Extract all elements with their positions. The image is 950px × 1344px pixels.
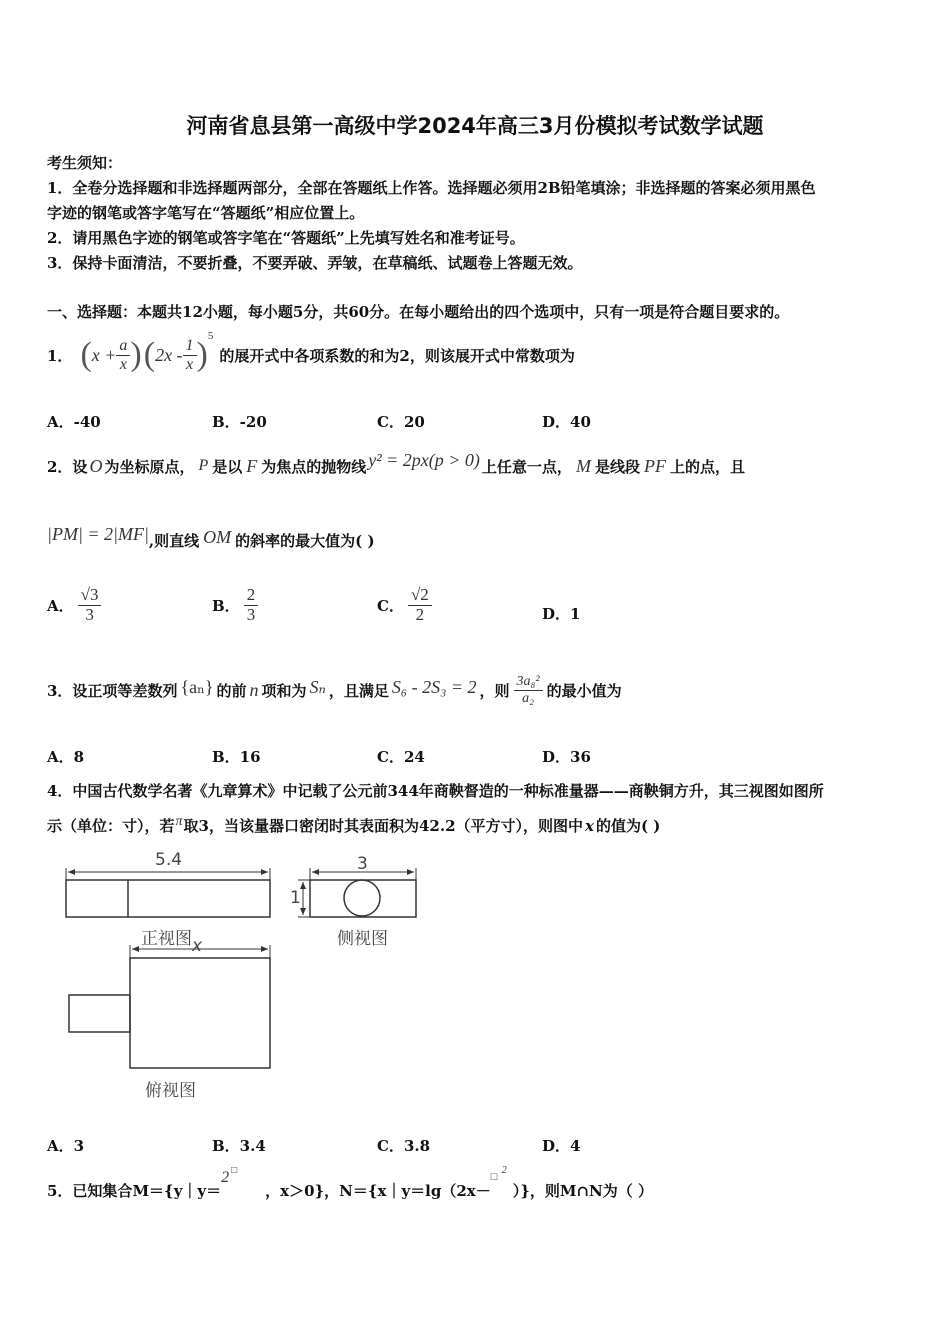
q2-option-c-den: 2 [415, 604, 425, 624]
side-height-arrow-bottom [300, 908, 306, 915]
q1-frac2-den: x [185, 355, 194, 373]
q2-var-o: O [89, 455, 103, 476]
q4-text-3: 的值为( ) [595, 817, 661, 835]
q4-option-a: A．3 [47, 1137, 85, 1155]
q2-option-a-num: √3 [78, 586, 102, 606]
q2-option-b-label: B． [212, 596, 240, 615]
q4-option-b: B．3.4 [212, 1137, 266, 1155]
front-view-label: 正视图 [141, 929, 192, 949]
q3-option-d: D．36 [542, 748, 591, 766]
notice-line-1a: 1．全卷分选择题和非选择题两部分，全部在答题纸上作答。选择题必须用2B铅笔填涂；非选择题的答案必须用黑色 [47, 179, 816, 197]
q1-frac2-num: 1 [183, 337, 197, 356]
q2-condition: |PM| = 2|MF| [47, 523, 149, 544]
q4-text-1: 示（单位：寸），若 [47, 817, 175, 835]
q1-paren-open: ( [80, 336, 92, 373]
top-view-dimension: x [192, 936, 203, 956]
q2-parabola-eq: y² = 2px(p > 0) [368, 449, 480, 470]
q2-var-om: OM [203, 526, 232, 547]
q2-prefix: 2．设 [47, 457, 88, 476]
q4-line-1: 4．中国古代数学名著《九章算术》中记载了公元前344年商鞅督造的一种标准量器——商鞅铜方升，其三视图如图所 [47, 782, 824, 800]
q1-frac1-num: a [116, 337, 130, 356]
top-dim-arrow-right [261, 946, 268, 952]
q5-exponent-2: 2 [501, 1165, 507, 1176]
q3-text-4: ，则 [479, 681, 510, 700]
q3-option-c: C．24 [377, 748, 425, 766]
q2-var-m: M [575, 455, 591, 476]
top-view-handle [69, 995, 130, 1032]
q3-frac-den: a₂ [522, 690, 534, 706]
notice-line-2: 2．请用黑色字迹的钢笔或答字笔在“答题纸”上先填写姓名和准考证号。 [47, 229, 525, 247]
q2-text-8: 的斜率的最大值为( ) [235, 531, 375, 550]
q2-option-d: D．1 [542, 605, 581, 623]
side-view-rect [310, 880, 416, 917]
q2-var-f: F [246, 455, 258, 476]
q1-term-1: x + [91, 344, 117, 365]
q3-option-a: A．8 [47, 748, 85, 766]
q5-placeholder-box-2: □ [490, 1171, 498, 1183]
q2-option-a-den: 3 [85, 604, 94, 624]
q3-sequence: {aₙ} [180, 676, 214, 697]
top-view-rect [130, 958, 270, 1068]
q1-option-b: B．-20 [212, 413, 267, 431]
q2-text-7: ,则直线 [148, 531, 200, 550]
q5-text-3: ）}，则M∩N为（ ） [512, 1181, 653, 1200]
top-view-label: 俯视图 [145, 1081, 196, 1101]
q3-text-2: 项和为 [261, 681, 307, 700]
q1-term-2: 2x - [155, 344, 183, 365]
q2-text-5: 是线段 [594, 457, 640, 476]
q4-text-2: 取3，当该量器口密闭时其表面积为42.2（平方寸），则图中 [183, 817, 584, 835]
notice-line-1b: 字迹的钢笔或答字笔写在“答题纸”相应位置上。 [47, 204, 365, 222]
q4-option-c: C．3.8 [377, 1137, 431, 1155]
q3-var-n: n [249, 679, 259, 700]
section-heading: 一、选择题：本题共12小题，每小题5分，共60分。在每小题给出的四个选项中，只有一项是符合题目要求的。 [47, 303, 790, 321]
notice-line-3: 3．保持卡面清洁，不要折叠，不要弄破、弄皱，在草稿纸、试题卷上答题无效。 [47, 254, 583, 272]
front-view-dimension: 5.4 [155, 850, 183, 870]
front-dim-arrow-right [261, 869, 268, 875]
q3-text-5: 的最小值为 [546, 681, 622, 700]
q3-equation: S₆ - 2S₃ = 2 [391, 676, 477, 697]
q3-option-b: B．16 [212, 748, 261, 766]
q4-option-d: D．4 [542, 1137, 581, 1155]
side-view-height: 1 [290, 888, 301, 908]
q1-option-a: A．-40 [47, 413, 101, 431]
q2-var-pf: PF [643, 455, 666, 476]
q1-number: 1． [47, 346, 73, 365]
q1-option-c: C．20 [377, 413, 425, 431]
side-view-dimension: 3 [357, 854, 368, 874]
side-view-circle [344, 880, 380, 916]
q1-paren2-close: ) [196, 336, 208, 373]
q1-frac1-den: x [119, 355, 127, 373]
q5-text-1: 5．已知集合M＝{y｜y＝ [47, 1181, 222, 1200]
q2-text-2: 是以 [212, 457, 243, 476]
front-view-rect [66, 880, 270, 917]
side-dim-arrow-right [407, 869, 414, 875]
q4-var-x: x [585, 816, 594, 835]
q2-text-6: 上的点，且 [669, 457, 745, 476]
q2-option-c-num: √2 [408, 586, 432, 606]
q2-var-p: P [198, 457, 209, 474]
q3-sum: Sₙ [309, 676, 326, 697]
side-view-label: 侧视图 [337, 929, 388, 949]
q1-paren2-open: ( [143, 336, 156, 373]
q3-frac-num: 3a₈² [514, 674, 543, 690]
q1-paren-close: ) [130, 336, 142, 373]
q2-text-3: 为焦点的抛物线 [261, 457, 367, 476]
q5-base-1: 2 [221, 1169, 230, 1186]
q2-option-c-label: C． [377, 596, 404, 615]
q5-placeholder-box: □ [231, 1165, 238, 1176]
q3-prefix: 3．设正项等差数列 [47, 681, 178, 700]
q2-option-b-num: 2 [244, 586, 259, 606]
side-dim-arrow-left [312, 869, 319, 875]
q5-expression-1 [221, 1165, 265, 1205]
question-5 [47, 1165, 653, 1210]
page-title: 河南省息县第一高级中学2024年高三3月份模拟考试数学试题 [186, 114, 764, 138]
q2-text-1: 为坐标原点， [104, 457, 195, 476]
front-dim-arrow-left [68, 869, 75, 875]
q1-text: 的展开式中各项系数的和为2，则该展开式中常数项为 [219, 346, 575, 365]
q3-text-3: ，且满足 [328, 681, 389, 700]
q1-exponent: 5 [207, 330, 214, 342]
q2-option-b-den: 3 [246, 604, 256, 624]
q3-text-1: 的前 [216, 681, 247, 700]
q2-text-4: 上任意一点， [481, 457, 572, 476]
q2-option-a-label: A． [47, 596, 74, 615]
q5-expression-2 [490, 1165, 513, 1205]
q1-option-d: D．40 [542, 413, 591, 431]
top-dim-arrow-left [132, 946, 139, 952]
notice-heading: 考生须知： [47, 154, 123, 172]
side-height-arrow-top [300, 882, 306, 889]
q5-text-2: ，x＞0}，N＝{x｜y＝lg（2x－ [265, 1181, 491, 1200]
q4-pi: π [175, 813, 183, 829]
